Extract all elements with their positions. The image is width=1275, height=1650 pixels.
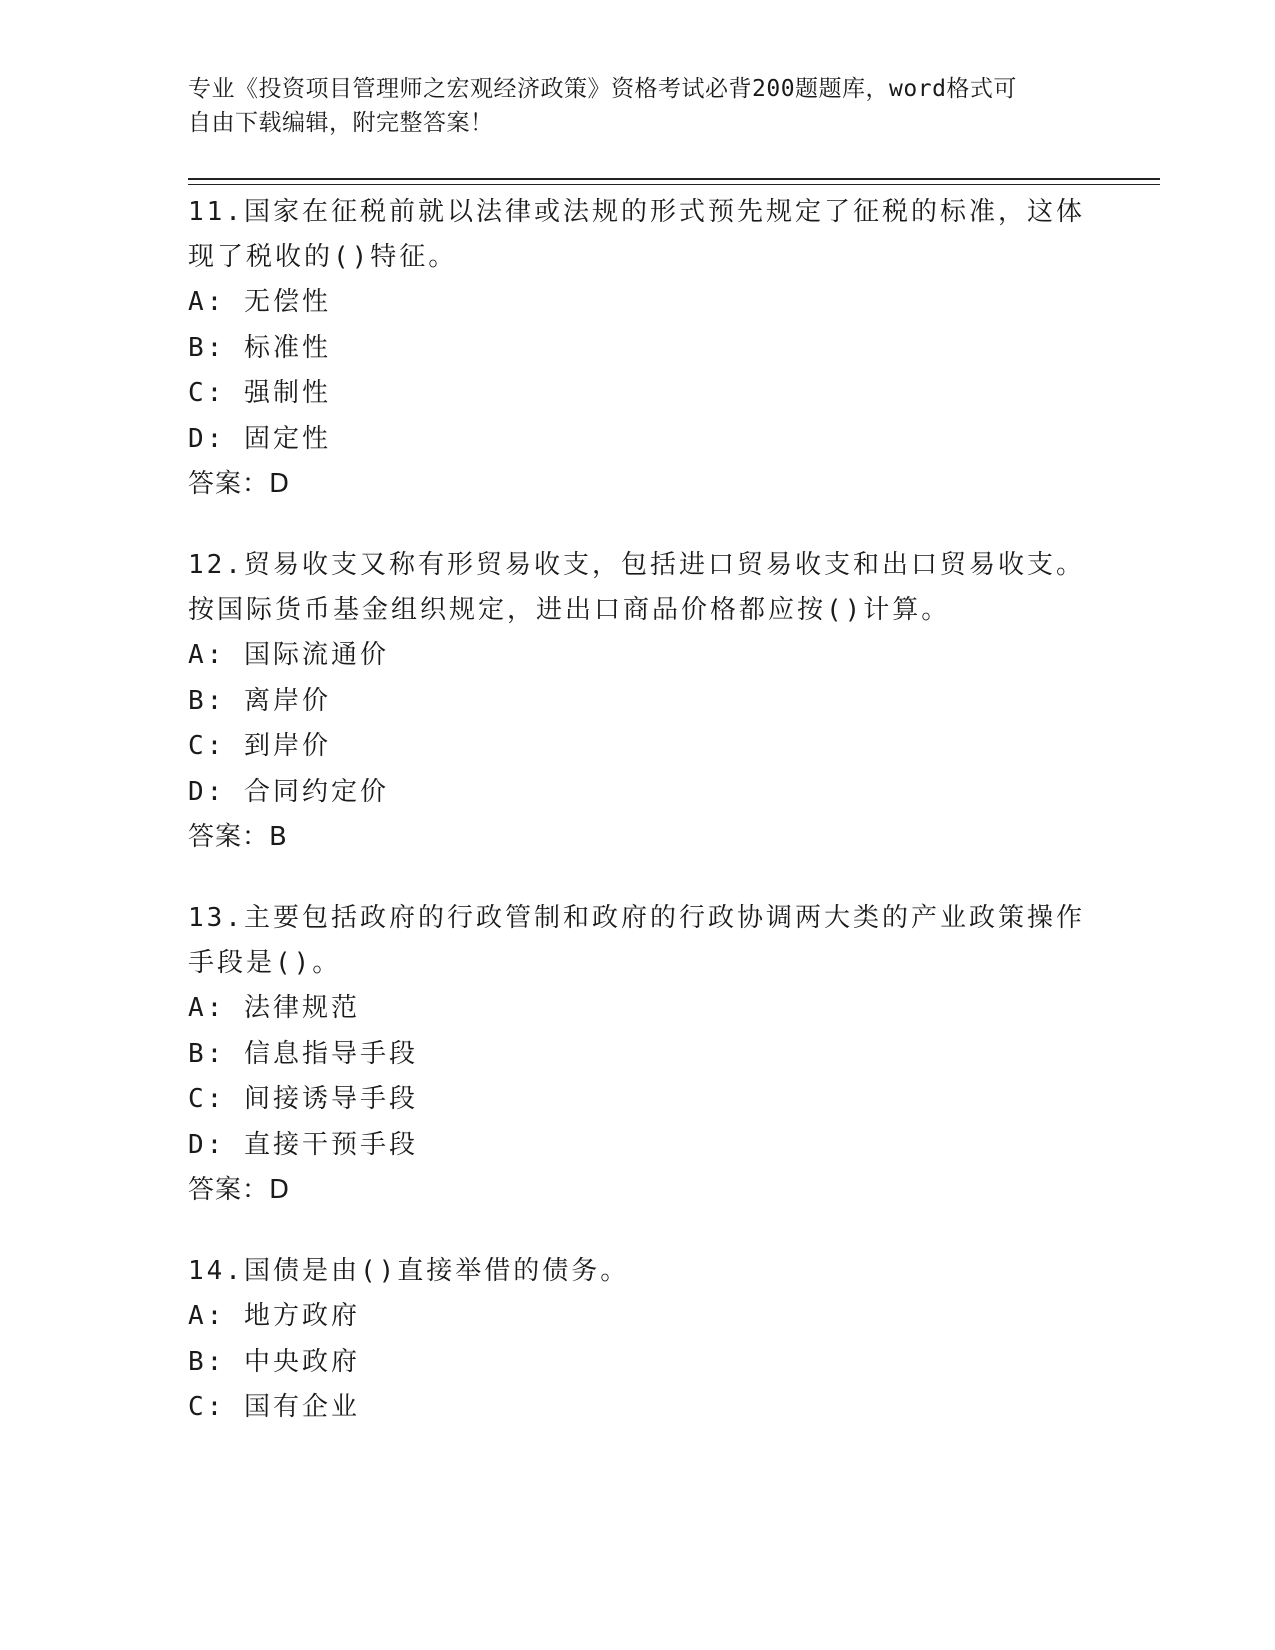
- document-header: [188, 72, 1088, 140]
- option-c: C: 到岸价: [188, 731, 331, 761]
- question-13: [188, 896, 1088, 1213]
- question-stem-line: 14.国债是由()直接举借的债务。: [188, 1256, 630, 1286]
- option-b: B: 中央政府: [188, 1346, 360, 1377]
- header-line-2: 自由下载编辑，附完整答案！: [188, 110, 494, 136]
- question-11: [188, 190, 1088, 507]
- option-d: D: 固定性: [188, 423, 331, 454]
- answer: 答案：B: [188, 822, 288, 852]
- question-stem-line: 12.贸易收支又称有形贸易收支，包括进口贸易收支和出口贸易收支。: [188, 550, 1085, 580]
- option-b: B: 离岸价: [188, 685, 331, 716]
- header-divider-thick: [188, 178, 1160, 180]
- answer: 答案：D: [188, 1175, 291, 1205]
- question-list: [188, 190, 1088, 1467]
- question-stem-line: 13.主要包括政府的行政管制和政府的行政协调两大类的产业政策操作: [188, 903, 1085, 933]
- option-a: A: 无偿性: [188, 287, 331, 317]
- header-line-1: 专业《投资项目管理师之宏观经济政策》资格考试必背200题题库，word格式可: [188, 76, 1017, 102]
- option-d: D: 直接干预手段: [188, 1129, 418, 1160]
- question-stem-line: 手段是()。: [188, 948, 342, 978]
- option-a: A: 地方政府: [188, 1301, 360, 1331]
- option-a: A: 法律规范: [188, 993, 360, 1023]
- option-d: D: 合同约定价: [188, 776, 389, 807]
- option-a: A: 国际流通价: [188, 640, 389, 670]
- option-b: B: 信息指导手段: [188, 1038, 418, 1069]
- question-stem-line: 现了税收的()特征。: [188, 242, 458, 272]
- option-c: C: 强制性: [188, 378, 331, 408]
- question-14: [188, 1249, 1088, 1431]
- question-12: [188, 543, 1088, 860]
- option-b: B: 标准性: [188, 332, 331, 363]
- option-c: C: 间接诱导手段: [188, 1084, 418, 1114]
- option-c: C: 国有企业: [188, 1392, 360, 1422]
- header-divider-thin: [188, 184, 1160, 185]
- question-stem-line: 11.国家在征税前就以法律或法规的形式预先规定了征税的标准，这体: [188, 197, 1085, 227]
- answer: 答案：D: [188, 469, 291, 499]
- question-stem-line: 按国际货币基金组织规定，进出口商品价格都应按()计算。: [188, 595, 951, 625]
